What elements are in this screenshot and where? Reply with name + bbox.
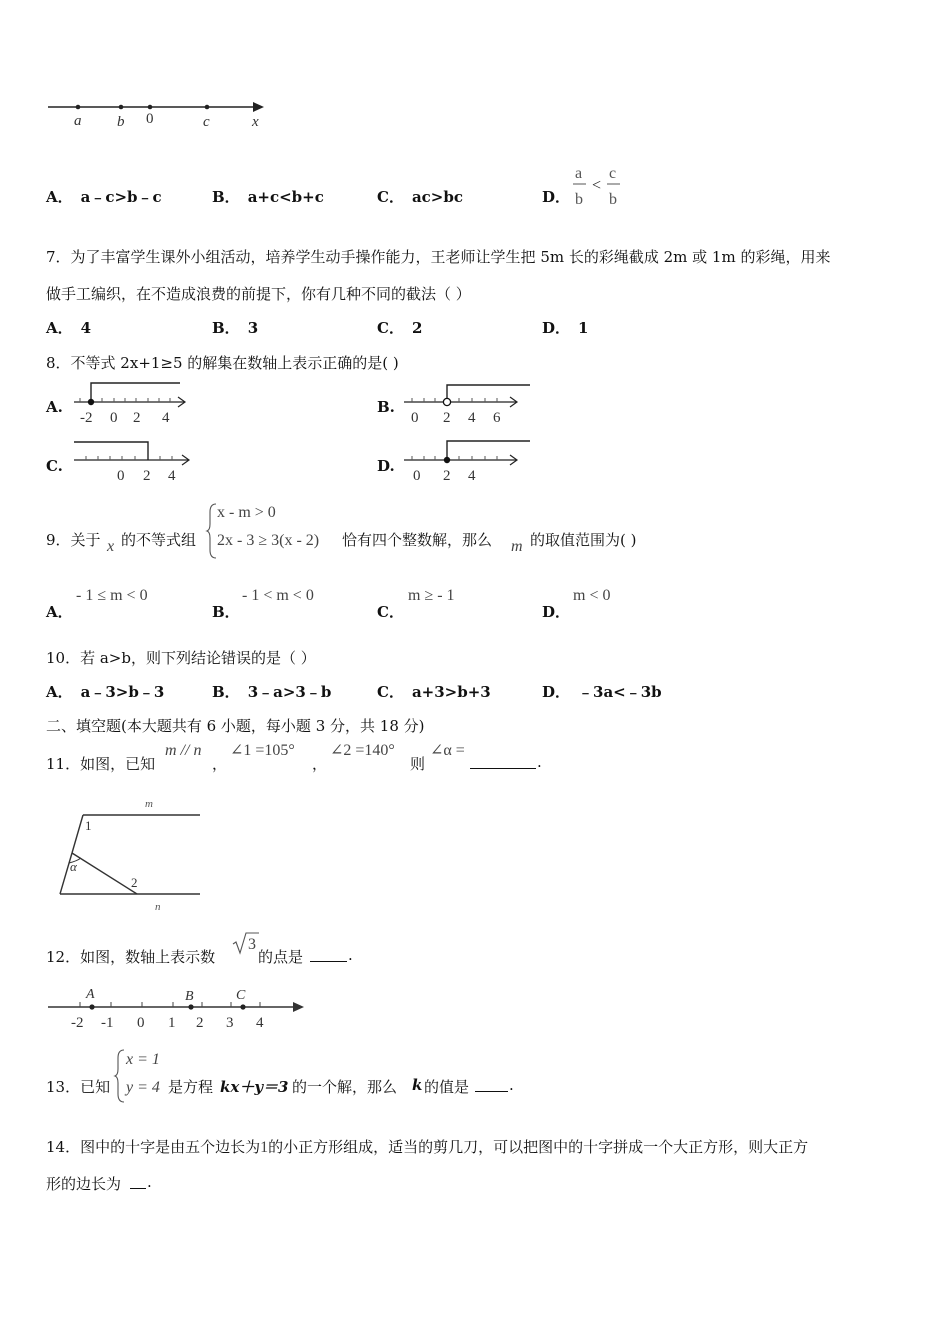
q12-prefix: 12．如图，数轴上表示数 — [46, 948, 216, 966]
q11-label-2: 2 — [131, 875, 138, 890]
q9-suffix: 的取值范围为( ) — [530, 531, 637, 549]
q11-answer-blank[interactable] — [470, 754, 536, 769]
q8-a-tick-label: -2 — [80, 410, 93, 426]
q11-segment-diagonal — [72, 853, 137, 894]
q9-option-b: - 1 < m < 0 — [242, 587, 314, 604]
q11-comma-2: ， — [312, 755, 328, 773]
q12-tick-label: 0 — [137, 1015, 145, 1031]
q9-option-c: m ≥ - 1 — [408, 587, 455, 604]
q9-option-c-letter: C． — [377, 603, 404, 621]
q6-d-num1: a — [575, 165, 583, 182]
q8-b-tick-label: 0 — [411, 410, 419, 426]
q12-point-b — [188, 1004, 193, 1009]
q6-number-line — [46, 96, 276, 132]
q6-label-c: c — [203, 114, 210, 130]
q14-line1 — [46, 1136, 808, 1157]
q9-var-m: m — [511, 538, 523, 555]
q10-option-d: D． ﹣3a<﹣3b — [542, 683, 662, 701]
q11-label-n: n — [155, 901, 161, 913]
q12-suffix: 的点是 — [258, 948, 304, 966]
q8-b-tick-label: 4 — [468, 410, 476, 426]
q12-tick-label: -2 — [71, 1015, 84, 1031]
q11-segment-top — [72, 815, 83, 853]
q11-end: . — [537, 753, 542, 771]
q8-option-d-line — [402, 438, 532, 486]
q14-line2: 形的边长为 — [46, 1175, 122, 1193]
q12-tick-label: 2 — [196, 1015, 204, 1031]
q6-point-c — [205, 105, 210, 110]
q12-tick-label: 3 — [226, 1015, 234, 1031]
q8-c-tick-label: 0 — [117, 468, 125, 484]
q8-d-tick-label: 2 — [443, 468, 451, 484]
q8-c-tick-label: 4 — [168, 468, 176, 484]
q7-line1: 7．为了丰富学生课外小组活动，培养学生动手操作能力，王老师让学生把 5m 长的彩绳截成 2m 或 1m 的彩绳，用来 — [46, 248, 831, 266]
q13-mid2: 的一个解，那么 — [292, 1078, 398, 1096]
q6-axis-arrow — [253, 102, 264, 112]
q9-var-x: x — [107, 538, 115, 555]
q8-b-open-dot — [443, 398, 450, 405]
q8-a-tick-label: 0 — [110, 410, 118, 426]
q6-point-a — [76, 105, 81, 110]
q10-option-b: B． 3﹣a>3﹣b — [212, 683, 332, 701]
q9-mid2: 恰有四个整数解，那么 — [342, 531, 493, 549]
q12-point-label-c: C — [236, 988, 246, 1003]
q9-option-a: - 1 ≤ m < 0 — [76, 587, 148, 604]
q8-option-c-letter: C. — [46, 457, 63, 475]
q8-d-tick-label: 4 — [468, 468, 476, 484]
q12-point-label-b: B — [185, 989, 194, 1004]
q13-suffix: 的值是 — [424, 1078, 470, 1096]
q13-eq2: y = 4 — [126, 1079, 160, 1096]
q12-number-line — [46, 985, 311, 1035]
q11-condition-parallel: m // n — [165, 742, 202, 759]
q6-label-a: a — [74, 113, 82, 129]
q6-label-x: x — [252, 114, 259, 130]
q6-d-den1: b — [575, 191, 583, 208]
q11-label-m: m — [145, 798, 153, 810]
q14-line1-b: 的小正方形组成，适当的剪几刀，可以把图中的十字拼成一个大正方形，则大正方 — [268, 1138, 809, 1156]
q12-point-label-a: A — [86, 987, 95, 1002]
q12-answer-blank[interactable] — [310, 947, 347, 962]
q13-var-k: k — [412, 1076, 423, 1094]
q13-prefix: 13．已知 — [46, 1078, 111, 1096]
q6-d-den2: b — [609, 191, 617, 208]
q6-option-d-letter: D． — [542, 188, 571, 206]
q9-system-eq2: 2x - 3 ≥ 3(x - 2) — [217, 532, 320, 549]
q10-option-c: C． a+3>b+3 — [377, 683, 491, 701]
q13-end: . — [509, 1076, 514, 1094]
q14-end: . — [147, 1173, 152, 1191]
q9-prefix: 9．关于 — [46, 531, 101, 549]
q12-end: . — [348, 946, 353, 964]
q8-option-c-line — [72, 438, 197, 486]
q12-point-c — [240, 1004, 245, 1009]
q14-line1-num: 1 — [260, 1139, 269, 1156]
q11-comma-1: ， — [212, 755, 228, 773]
q12-axis-arrow — [293, 1002, 304, 1012]
q13-equation: kx＋y＝3 — [220, 1078, 289, 1096]
q8-b-tick-label: 6 — [493, 410, 501, 426]
q13-answer-blank[interactable] — [475, 1077, 508, 1092]
q8-option-b-letter: B. — [377, 398, 395, 416]
q7-line2: 做手工编织，在不造成浪费的前提下，你有几种不同的截法（ ） — [46, 285, 471, 303]
q11-label-1: 1 — [85, 818, 92, 833]
q8-a-tick-label: 4 — [162, 410, 170, 426]
section-title: 二、填空题(本大题共有 6 小题，每小题 3 分，共 18 分) — [46, 717, 425, 735]
q6-point-b — [119, 105, 124, 110]
q8-b-tick-label: 2 — [443, 410, 451, 426]
q8-option-a-letter: A. — [46, 398, 63, 416]
q12-tick-label: -1 — [101, 1015, 114, 1031]
q8-c-ray — [74, 442, 148, 460]
q6-point-0 — [148, 105, 153, 110]
q8-option-b-line — [402, 380, 532, 428]
q7-option-b: B． 3 — [212, 319, 259, 337]
q14-line1-a: 14．图中的十字是由五个边长为 — [46, 1138, 261, 1156]
q10-option-a: A． a﹣3>b﹣3 — [46, 683, 165, 701]
q6-option-a: A． a﹣c>b﹣c — [46, 188, 162, 206]
q8-option-d-letter: D. — [377, 457, 395, 475]
q11-condition-angle1: ∠1 =105° — [230, 742, 295, 759]
q12-sqrt — [231, 930, 261, 956]
q7-option-a: A． 4 — [46, 319, 92, 337]
q12-sqrt-radicand: 3 — [248, 936, 256, 953]
q6-label-0: 0 — [146, 111, 154, 127]
q13-eq1: x = 1 — [126, 1051, 160, 1068]
q6-d-num2: c — [609, 165, 617, 182]
q9-option-d-letter: D． — [542, 603, 571, 621]
q9-option-d: m < 0 — [573, 587, 611, 604]
q9-option-b-letter: B． — [212, 603, 240, 621]
q10-stem: 10．若 a>b，则下列结论错误的是（ ） — [46, 649, 316, 667]
q13-brace — [114, 1048, 126, 1104]
q11-label-alpha: α — [70, 859, 77, 874]
q6-label-b: b — [117, 114, 125, 130]
q11-then: 则 — [410, 755, 426, 773]
q12-tick-label: 4 — [256, 1015, 264, 1031]
q11-figure — [55, 795, 205, 915]
q7-option-c: C． 2 — [377, 319, 423, 337]
q8-a-tick-label: 2 — [133, 410, 141, 426]
q12-point-a — [89, 1004, 94, 1009]
q8-option-a-line — [72, 380, 192, 428]
q8-a-dot — [88, 399, 94, 405]
q12-tick-label: 1 — [168, 1015, 176, 1031]
q6-option-c: C． ac>bc — [377, 188, 463, 206]
q8-c-tick-label: 2 — [143, 468, 151, 484]
q11-prefix: 11．如图，已知 — [46, 755, 156, 773]
q7-option-d: D． 1 — [542, 319, 589, 337]
q11-condition-angle2: ∠2 =140° — [330, 742, 395, 759]
q14-answer-blank[interactable] — [130, 1174, 146, 1189]
q9-system-eq1: x - m > 0 — [217, 504, 276, 521]
q6-option-b: B． a+c<b+c — [212, 188, 324, 206]
q8-stem: 8．不等式 2x+1≥5 的解集在数轴上表示正确的是( ) — [46, 354, 399, 372]
q8-d-tick-label: 0 — [413, 468, 421, 484]
q9-mid: 的不等式组 — [121, 531, 197, 549]
q13-mid: 是方程 — [168, 1078, 214, 1096]
q6-d-op: < — [592, 177, 602, 194]
q9-option-a-letter: A． — [46, 603, 73, 621]
q6-option-d-fractions — [570, 160, 630, 210]
q11-target-angle: ∠α = — [430, 742, 465, 759]
q8-d-dot — [444, 457, 450, 463]
